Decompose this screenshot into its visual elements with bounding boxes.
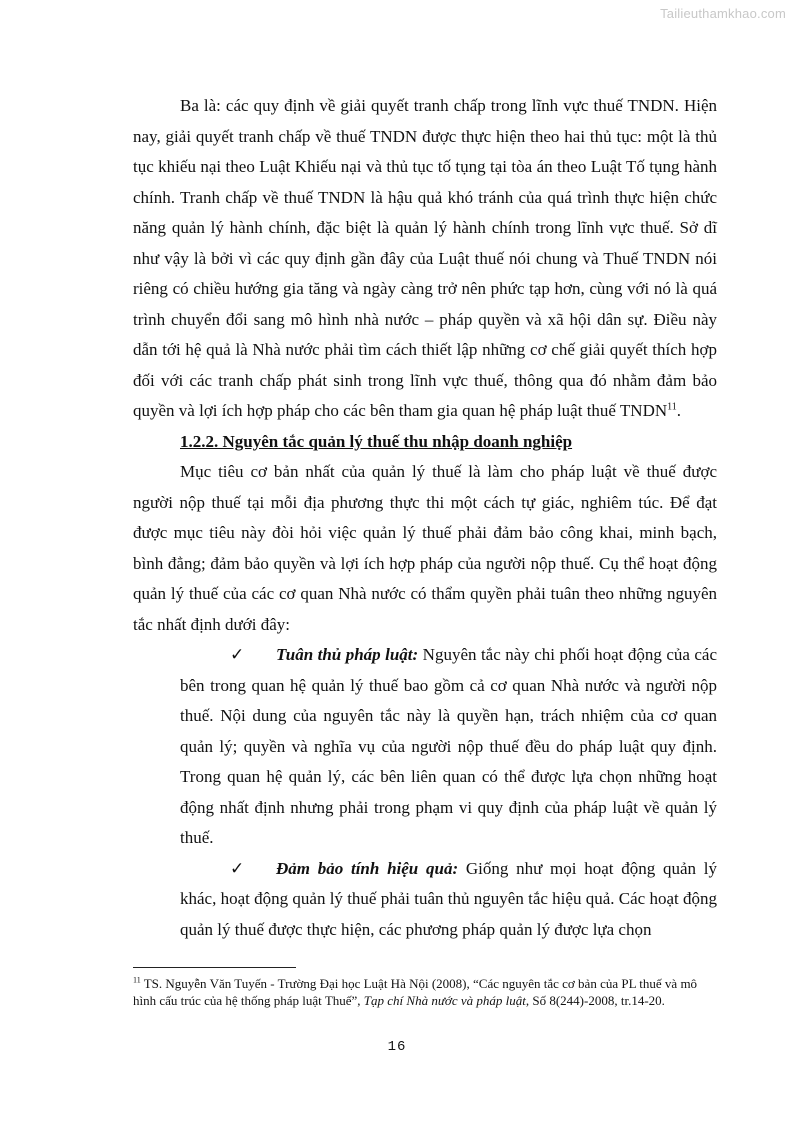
- bullet-item: [133, 640, 717, 854]
- section-heading: 1.2.2. Nguyên tắc quản lý thuế thu nhập doanh nghiệp: [180, 431, 573, 451]
- footnote-text: TS. Nguyễn Văn Tuyến - Trường Đại học Luật Hà Nội (2008), “Các nguyên tắc cơ bản của PL thuế và mô hình cấu trúc của hệ thống pháp luật Thuế”,: [133, 976, 698, 1008]
- watermark: Tailieuthamkhao.com: [660, 6, 786, 21]
- footnote-separator: [133, 967, 296, 968]
- bullet-body: Giống như mọi hoạt động quản lý khác, hoạt động quản lý thuế phải tuân thủ nguyên tắc hiệu quả. Các hoạt động quản lý thuế được thực hiện, các phương pháp quản lý được lựa chọn: [180, 858, 717, 939]
- page-body: [133, 91, 717, 945]
- checkmark-icon: ✓: [230, 645, 245, 665]
- footnote: [133, 975, 717, 1009]
- bullet-title: Đảm bảo tính hiệu quả:: [276, 858, 459, 878]
- bullet-item: [133, 854, 717, 946]
- footnote-journal: Tạp chí Nhà nước và pháp luật: [363, 993, 526, 1008]
- bullet-title: Tuân thủ pháp luật:: [276, 645, 419, 664]
- footnote-ref[interactable]: 11: [667, 401, 677, 413]
- paragraph-dispute-rules: Ba là: các quy định về giải quyết tranh chấp trong lĩnh vực thuế TNDN. Hiện nay, giải quyết tranh chấp về thuế TNDN được thực hiện theo hai thủ tục: một là thủ tục khiếu nại theo Luật Khiếu nại và thủ tục tố tụng tại tòa án theo Luật Tố tụng hành chính. Tranh chấp về thuế TNDN là hậu quả khó tránh của quá trình thực hiện chức năng quản lý hành chính, đặc biệt là quản lý hành chính trong lĩnh vực thuế. Sở dĩ như vậy là bởi vì các quy định gần đây của Luật thuế nói chung và Thuế TNDN nói riêng có chiều hướng gia tăng và ngày càng trở nên phức tạp hơn, cùng với nó là quá trình chuyển đổi sang mô hình nhà nước – pháp quyền và xã hội dân sự. Điều này dẫn tới hệ quả là Nhà nước phải tìm cách thiết lập những cơ chế giải quyết thích hợp đối với các tranh chấp phát sinh trong lĩnh vực thuế, thông qua đó nhằm đảm bảo quyền và lợi ích hợp pháp cho các bên tham gia quan hệ pháp luật thuế TNDN$^{11}$.: [133, 96, 717, 420]
- footnote-text-end: , Số 8(244)-2008, tr.14-20.: [525, 993, 665, 1008]
- page-number: 16: [387, 1039, 407, 1055]
- bullet-text: [180, 854, 717, 946]
- paragraph-objectives: Mục tiêu cơ bản nhất của quản lý thuế là làm cho pháp luật về thuế được người nộp thuế tại mỗi địa phương thực thi một cách tự giác, nghiêm túc. Để đạt được mục tiêu này đòi hỏi việc quản lý thuế phải đảm bảo công khai, minh bạch, bình đẳng; đảm bảo quyền và lợi ích hợp pháp của người nộp thuế. Cụ thể hoạt động quản lý thuế của các cơ quan Nhà nước có thẩm quyền phải tuân theo những nguyên tắc nhất định dưới đây:: [133, 462, 717, 634]
- checkmark-icon: ✓: [230, 858, 245, 879]
- bullet-text: [180, 640, 717, 854]
- footnote-number: 11: [133, 975, 141, 985]
- paragraph-dispute-rules-text: Ba là: các quy định về giải quyết tranh chấp trong lĩnh vực thuế TNDN. Hiện nay, giải quyết tranh chấp về thuế TNDN được thực hiện theo hai thủ tục: một là thủ tục khiếu nại theo Luật Khiếu nại và thủ tục tố tụng tại tòa án theo Luật Tố tụng hành chính. Tranh chấp về thuế TNDN là hậu quả khó tránh của quá trình thực hiện chức năng quản lý hành chính, đặc biệt là quản lý hành chính trong lĩnh vực thuế. Sở dĩ như vậy là bởi vì các quy định gần đây của Luật thuế nói chung và Thuế TNDN nói riêng có chiều hướng gia tăng và ngày càng trở nên phức tạp hơn, cùng với nó là quá trình chuyển đổi sang mô hình nhà nước – pháp quyền và xã hội dân sự. Điều này dẫn tới hệ quả là Nhà nước phải tìm cách thiết lập những cơ chế giải quyết thích hợp đối với các tranh chấp phát sinh trong lĩnh vực thuế, thông qua đó nhằm đảm bảo quyền và lợi ích hợp pháp cho các bên tham gia quan hệ pháp luật thuế TNDN: [133, 96, 717, 420]
- bullet-body: Nguyên tắc này chi phối hoạt động của các bên trong quan hệ quản lý thuế bao gồm cả cơ quan Nhà nước và người nộp thuế. Nội dung của nguyên tắc này là quyền hạn, trách nhiệm của cơ quan quản lý; quyền và nghĩa vụ của người nộp thuế đều do pháp luật quy định. Trong quan hệ quản lý, các bên liên quan có thể được lựa chọn những hoạt động nhất định nhưng phải trong phạm vi quy định của pháp luật về quản lý thuế.: [180, 645, 718, 847]
